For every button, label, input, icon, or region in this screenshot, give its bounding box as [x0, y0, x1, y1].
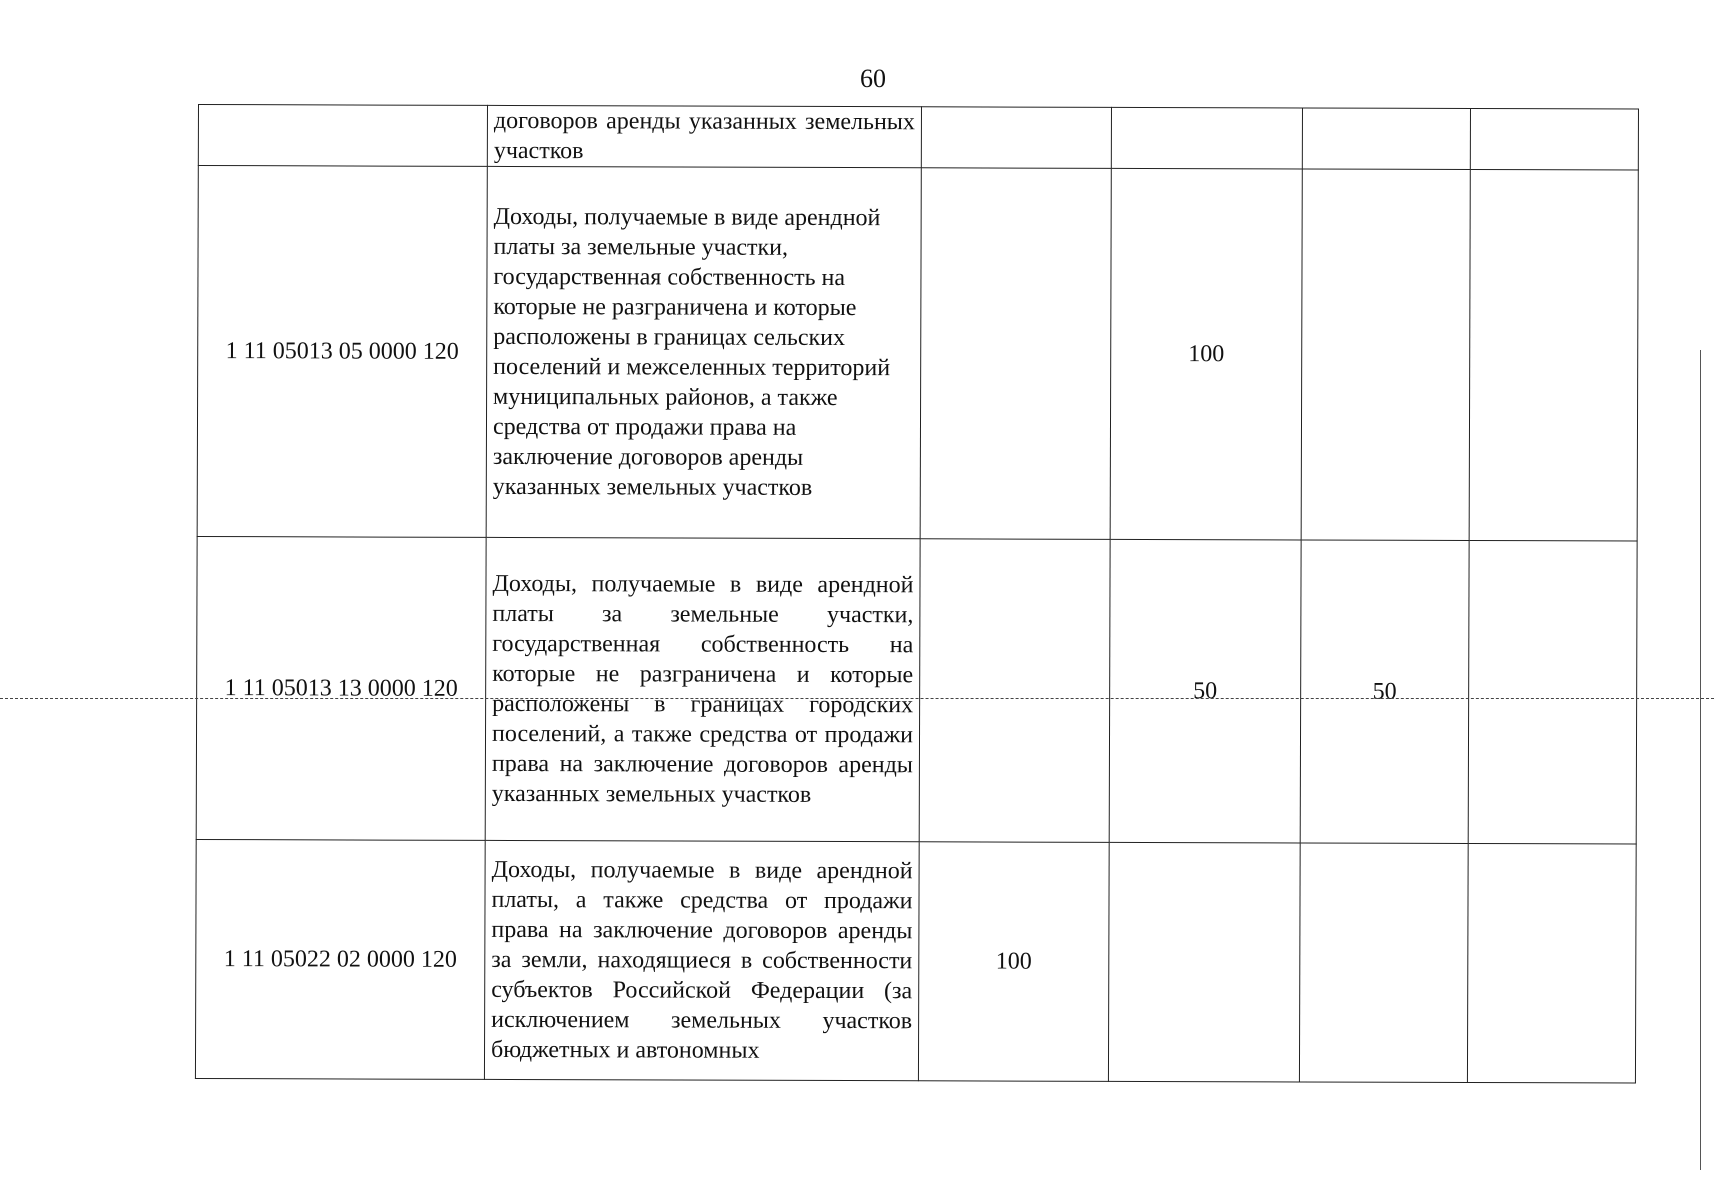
table-row	[196, 536, 1637, 844]
value-cell	[1301, 169, 1470, 541]
value-cell	[1108, 842, 1300, 1082]
value-cell	[919, 539, 1110, 843]
code-cell: 1 11 05022 02 0000 120	[195, 839, 485, 1079]
value-cell	[920, 168, 1111, 540]
description-cell: Доходы, получаемые в виде арендной платы за земельные участки, государственная собственность на которые не разграничена и которые расположены в границах сельских поселений и межселенных территорий муниципальных районов, а также средства от продажи права на заключение договоров аренды указанных земельных участков	[486, 166, 921, 538]
value-cell: 50	[1109, 539, 1301, 843]
value-cell	[1470, 108, 1638, 170]
value-cell	[921, 107, 1111, 169]
description-cell: договоров аренды указанных земельных участков	[487, 105, 921, 167]
revenue-table	[195, 104, 1639, 1084]
description-cell: Доходы, получаемые в виде арендной платы, а также средства от продажи права на заключение договоров аренды за земли, находящиеся в собственности субъектов Российской Федерации (за исключением земельных участков бюджетных и автономных	[484, 840, 919, 1080]
code-cell: 1 11 05013 13 0000 120	[196, 536, 486, 840]
page-number: 60	[860, 64, 886, 93]
value-cell	[1299, 843, 1468, 1083]
value-cell: 50	[1300, 540, 1469, 844]
value-cell: 100	[918, 842, 1109, 1082]
scan-fold-line	[0, 698, 1714, 699]
table-row	[198, 105, 1638, 171]
value-cell	[1467, 843, 1636, 1083]
table-row	[197, 166, 1638, 542]
scan-edge-mark	[1700, 350, 1701, 1170]
table-row	[195, 839, 1636, 1083]
value-cell	[1468, 540, 1637, 844]
code-cell: 1 11 05013 05 0000 120	[197, 166, 487, 538]
description-cell: Доходы, получаемые в виде арендной платы за земельные участки, государственная собственность на которые не разграничена и которые расположены в границах городских поселений, а также средства от продажи права на заключение договоров аренды указанных земельных участков	[485, 537, 920, 841]
code-cell	[198, 105, 487, 167]
value-cell	[1469, 169, 1638, 541]
value-cell	[1302, 108, 1470, 170]
value-cell: 100	[1110, 168, 1302, 540]
value-cell	[1111, 107, 1302, 169]
